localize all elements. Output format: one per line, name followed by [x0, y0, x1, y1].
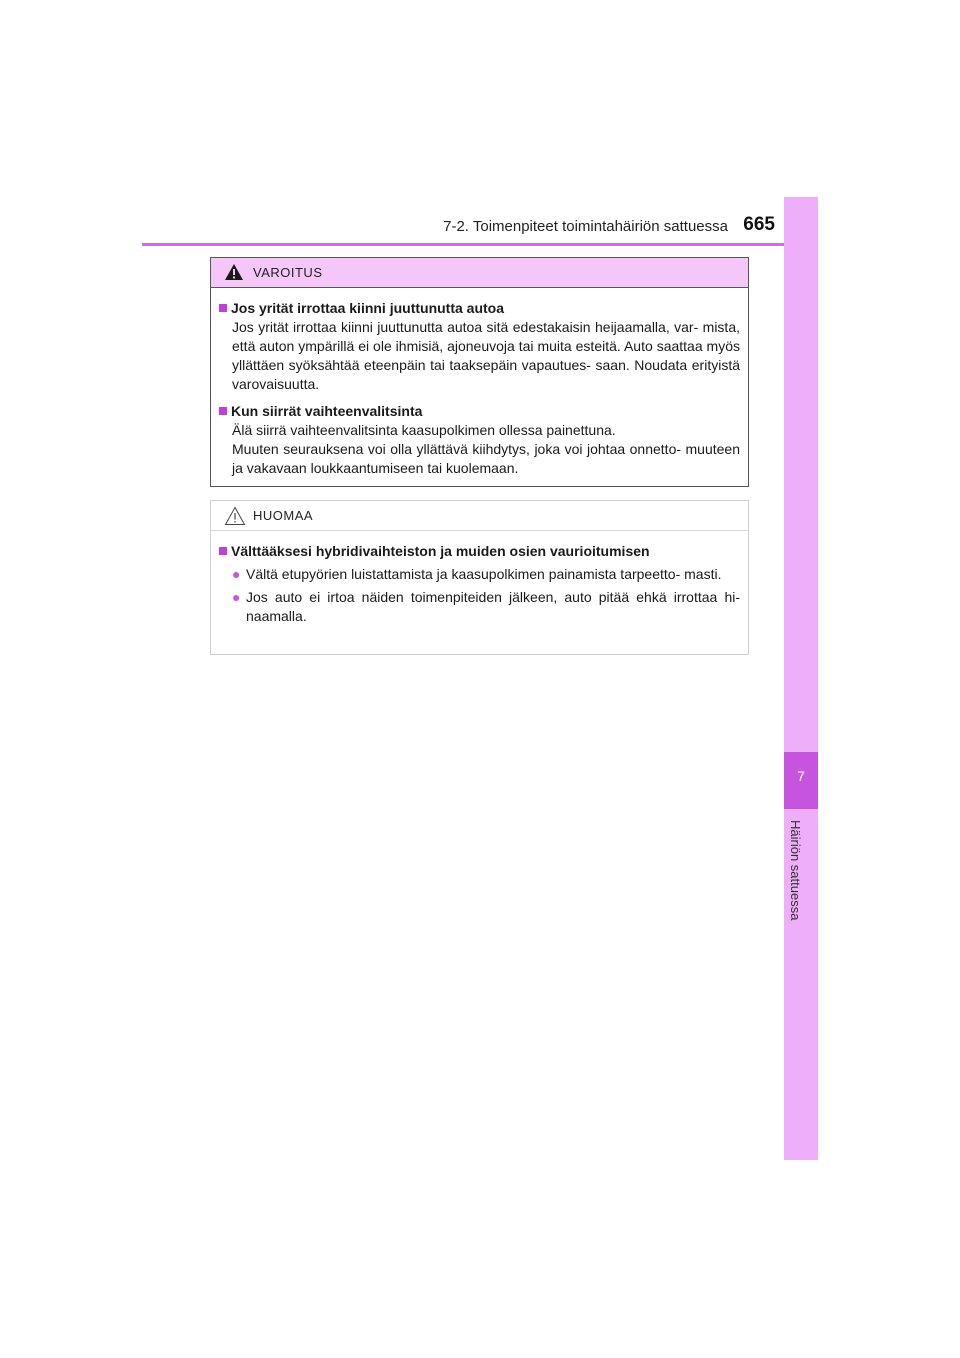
notice-box: [210, 500, 749, 655]
warning-triangle-icon: [224, 263, 244, 286]
notice-bullet-text: Vältä etupyörien luistattamista ja kaasupolkimen painamista tarpeetto- masti.: [246, 566, 722, 582]
chapter-side-tab: [784, 197, 818, 1160]
warning-paragraph: Muuten seurauksena voi olla yllättävä kiihdytys, joka voi johtaa onnetto- muuteen ja vakavaan loukkaantumiseen tai kuolemaan.: [232, 441, 740, 476]
notice-header: [211, 501, 748, 531]
notice-item-title: [219, 542, 740, 561]
round-bullet-icon: ●: [232, 589, 241, 605]
square-bullet-icon: [219, 547, 227, 555]
warning-item-title-text: Kun siirrät vaihteenvalitsinta: [231, 403, 423, 419]
square-bullet-icon: [219, 304, 227, 312]
warning-label: VAROITUS: [253, 265, 323, 280]
warning-paragraph: Älä siirrä vaihteenvalitsinta kaasupolkimen ollessa painettuna.: [232, 422, 616, 438]
warning-item-title: [219, 299, 740, 318]
warning-paragraph: Jos yrität irrottaa kiinni juuttunutta autoa sitä edestakaisin heijaamalla, var- mista, että auton ympärillä ei ole ihmisiä, ajoneuvoja tai muita esteitä. Auto saattaa myös yllättäen syöksähtää eteenpäin tai taaksepäin vapautues- saan. Noudata erityistä varovaisuutta.: [232, 319, 740, 392]
chapter-number: 7: [797, 768, 805, 784]
notice-label: HUOMAA: [253, 508, 314, 523]
section-title: 7-2. Toimenpiteet toimintahäiriön sattuessa: [443, 218, 728, 235]
page-number: 665: [743, 214, 775, 235]
notice-body: [211, 531, 748, 626]
warning-header: [211, 258, 748, 288]
notice-bullet: [219, 565, 740, 584]
warning-box: [210, 257, 749, 487]
warning-item-title: [219, 402, 740, 421]
notice-bullet-text: Jos auto ei irtoa näiden toimenpiteiden jälkeen, auto pitää ehkä irrottaa hi- naamalla.: [246, 589, 740, 624]
page-header: [142, 214, 818, 244]
chapter-title: Häiriön sattuessa: [788, 820, 803, 921]
warning-item-title-text: Jos yrität irrottaa kiinni juuttunutta autoa: [231, 300, 505, 316]
caution-triangle-icon: [224, 506, 246, 531]
notice-bullet: [219, 588, 740, 626]
header-rule: [142, 243, 818, 246]
round-bullet-icon: ●: [232, 566, 241, 582]
notice-item-title-text: Välttääksesi hybridivaihteiston ja muiden osien vaurioitumisen: [231, 543, 650, 559]
warning-body: [211, 288, 748, 478]
square-bullet-icon: [219, 407, 227, 415]
